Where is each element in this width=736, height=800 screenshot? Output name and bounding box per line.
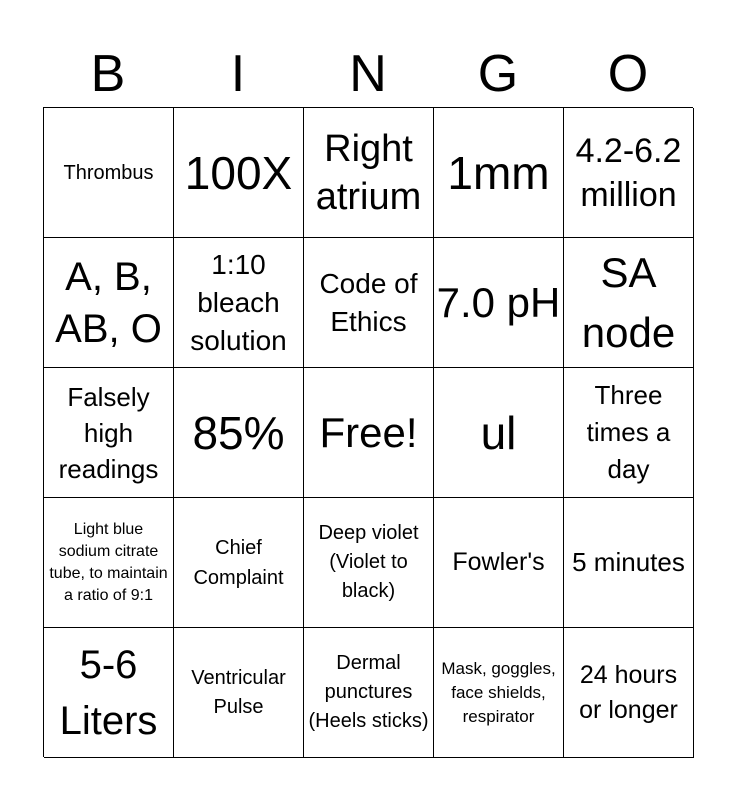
cell-text: 24 hours or longer: [579, 660, 678, 724]
bingo-cell[interactable]: [434, 628, 564, 758]
cell-text: 85%: [192, 406, 285, 459]
cell-text: Thrombus: [63, 161, 154, 184]
cell-text: Light blue sodium citrate tube, to maintain a ratio of 9:1: [49, 520, 168, 604]
cell-text: Right atrium: [315, 127, 422, 218]
bingo-cell[interactable]: [174, 108, 304, 238]
cell-text: 1:10 bleach solution: [190, 248, 287, 356]
cell-text: 1mm: [447, 146, 550, 199]
bingo-cell[interactable]: [44, 108, 174, 238]
cell-text: 7.0 pH: [436, 278, 561, 326]
bingo-header: [43, 40, 693, 108]
bingo-cell[interactable]: [434, 368, 564, 498]
bingo-cell[interactable]: [304, 628, 434, 758]
bingo-cell[interactable]: [44, 498, 174, 628]
bingo-cell[interactable]: [44, 628, 174, 758]
bingo-cell[interactable]: [174, 628, 304, 758]
cell-text: Deep violet (Violet to black): [318, 522, 419, 602]
bingo-cell[interactable]: [174, 238, 304, 368]
cell-text: 100X: [184, 146, 293, 199]
cell-text: Mask, goggles, face shields, respirator: [441, 658, 556, 726]
bingo-cell[interactable]: [434, 108, 564, 238]
bingo-cell[interactable]: [174, 498, 304, 628]
bingo-cell[interactable]: [564, 368, 694, 498]
cell-text: SA node: [581, 248, 676, 356]
cell-text: 5 minutes: [572, 547, 685, 577]
bingo-cell[interactable]: [564, 238, 694, 368]
cell-text: Ventricular Pulse: [191, 666, 286, 718]
bingo-card-grid: [43, 107, 693, 757]
cell-text: 5-6 Liters: [59, 642, 158, 743]
header-letter-b: B: [90, 45, 126, 103]
bingo-cell[interactable]: [434, 498, 564, 628]
cell-text: ul: [480, 406, 517, 459]
cell-text: Code of Ethics: [319, 267, 418, 337]
cell-text: A, B, AB, O: [55, 254, 162, 351]
header-letter-i: I: [230, 45, 246, 103]
bingo-cell[interactable]: [174, 368, 304, 498]
header-letter-n: N: [349, 45, 387, 103]
cell-text: Fowler's: [452, 548, 545, 576]
cell-text: 4.2-6.2 million: [575, 131, 682, 214]
header-letter-g: G: [477, 45, 519, 103]
cell-text: Chief Complaint: [193, 536, 284, 589]
cell-text: Three times a day: [586, 380, 671, 484]
bingo-cell[interactable]: [564, 498, 694, 628]
bingo-cell[interactable]: [434, 238, 564, 368]
bingo-cell[interactable]: [564, 108, 694, 238]
cell-text: Dermal punctures (Heels sticks): [308, 652, 429, 732]
cell-text: Falsely high readings: [58, 381, 159, 484]
cell-text: Free!: [319, 408, 418, 456]
bingo-cell[interactable]: [304, 368, 434, 498]
bingo-cell[interactable]: [44, 238, 174, 368]
bingo-cell[interactable]: [44, 368, 174, 498]
bingo-cell[interactable]: [304, 108, 434, 238]
bingo-cell[interactable]: [304, 238, 434, 368]
bingo-cell[interactable]: [304, 498, 434, 628]
bingo-cell[interactable]: [564, 628, 694, 758]
header-letter-o: O: [607, 45, 649, 103]
